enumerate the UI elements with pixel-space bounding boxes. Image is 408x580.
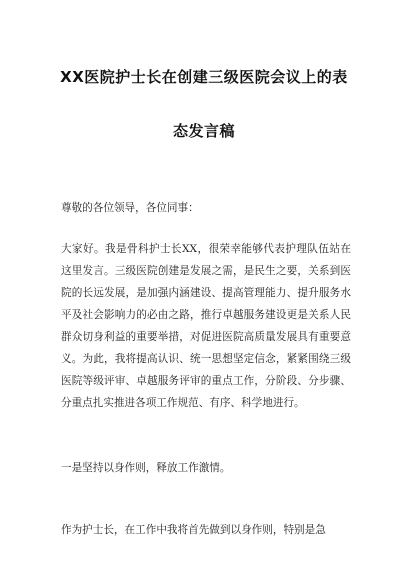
paragraph-point-one: 一是坚持以身作则，释放工作激情。 (61, 462, 231, 474)
paragraph-intro: 大家好。我是骨科护士长XX，很荣幸能够代表护理队伍站在这里发言。三级医院创建是发展之需，是民生之要，关系到医院的长远发展，是加强内涵建设、提高管理能力、提升服务水平及社会影响力的必由之路，推行卓越服务建设更是关系人民群众切身利益的重要举措，对促进医院高质量发展具有重要意义。为此，我将提高认识、统一思想坚定信念，紧紧围绕三级医院等级评审、卓越服务评审的重点工作，分阶段、分步骤、分重点扎实推进各项工作规范、有序、科学地进行。 (61, 243, 351, 409)
document-title-line-2: 态发言稿 (172, 122, 235, 140)
document-title-line-1: XX医院护士长在创建三级医院会议上的表 (60, 68, 348, 86)
paragraph-lead-by-example: 作为护士长，在工作中我将首先做到以身作则，特别是急 (61, 524, 326, 536)
greeting: 尊敬的各位领导，各位同事： (61, 202, 199, 214)
